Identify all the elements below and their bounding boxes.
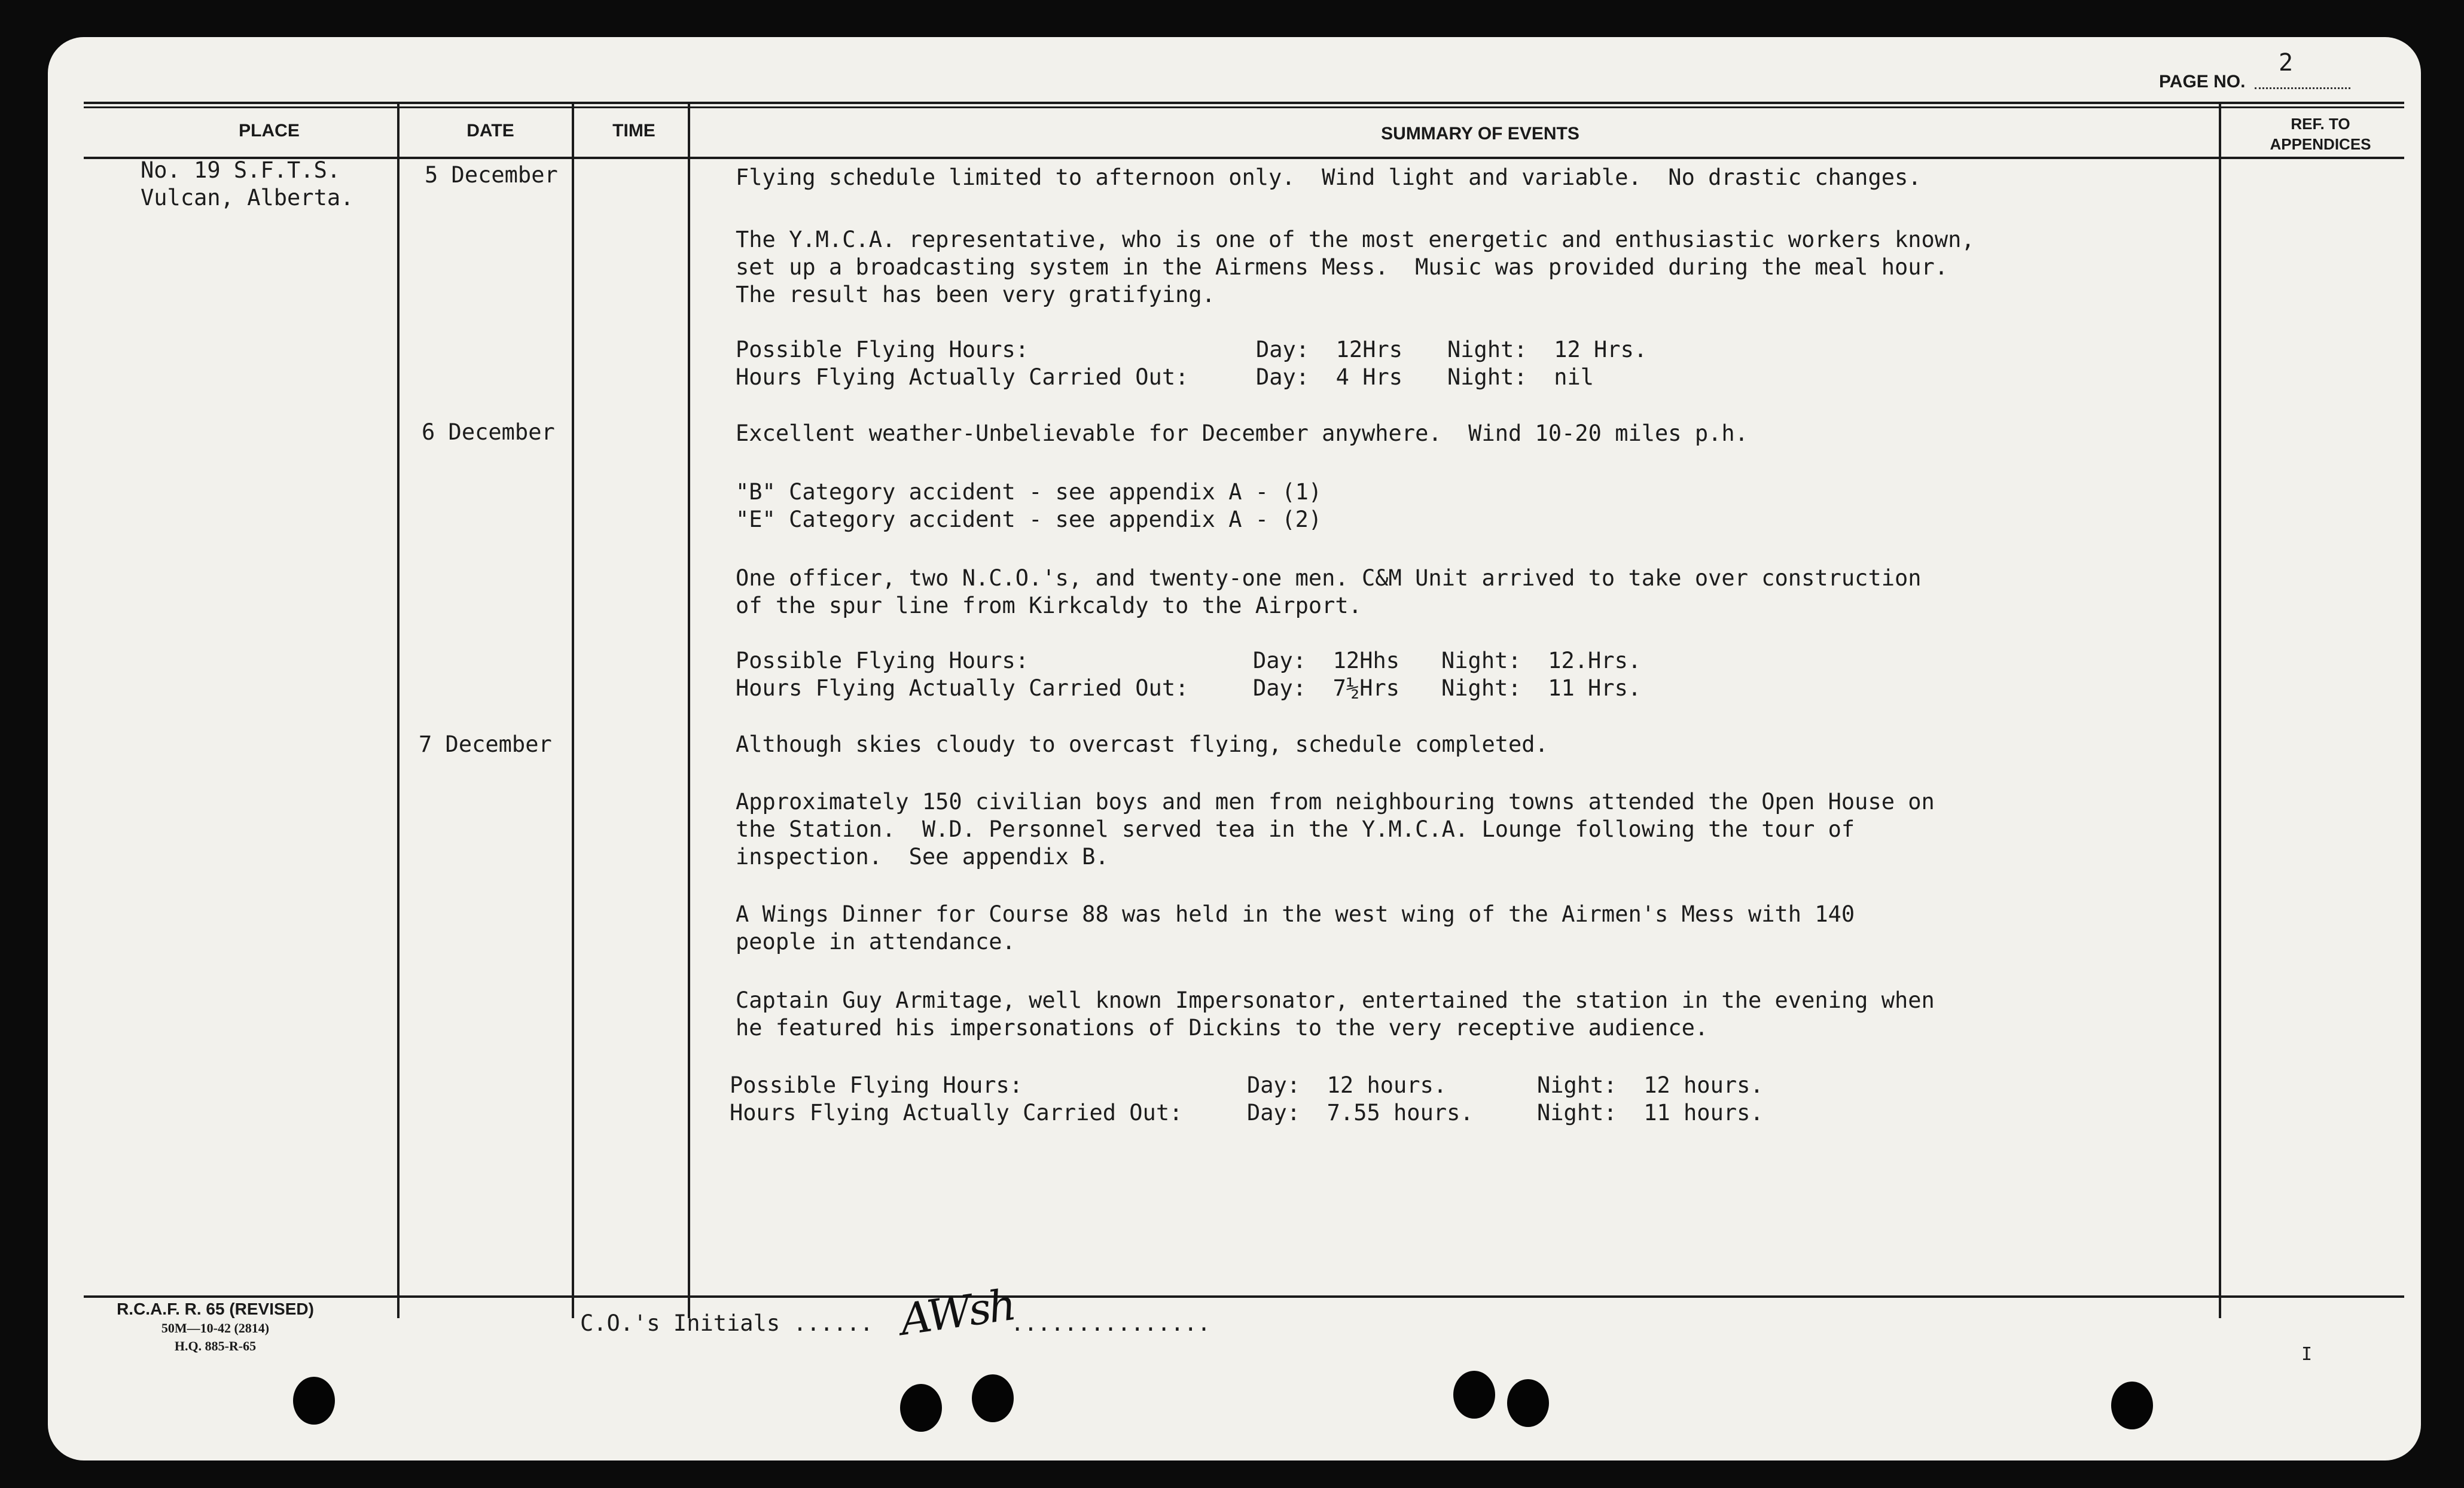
possible-hours-night: Night: 12.Hrs.	[1441, 648, 1642, 673]
page-number-dots	[2255, 87, 2350, 89]
possible-hours-day: Day: 12 hours.	[1247, 1072, 1447, 1098]
actual-hours-day: Day: 7.55 hours.	[1247, 1100, 1474, 1126]
possible-hours-label: Possible Flying Hours:	[730, 1072, 1023, 1098]
punch-hole	[900, 1384, 942, 1432]
summary-line: inspection. See appendix B.	[736, 844, 1109, 870]
summary-line: One officer, two N.C.O.'s, and twenty-one men. C&M Unit arrived to take over construction	[736, 565, 1922, 591]
summary-line: The Y.M.C.A. representative, who is one of the most energetic and enthusiastic workers known,	[736, 227, 1975, 252]
header-time: TIME	[612, 121, 655, 141]
divider-summary-ref	[2219, 103, 2221, 1318]
summary-line: the Station. W.D. Personnel served tea in the Y.M.C.A. Lounge following the tour of	[736, 816, 1855, 842]
possible-hours-night: Night: 12 Hrs.	[1447, 337, 1648, 362]
summary-line: Excellent weather-Unbelievable for December anywhere. Wind 10-20 miles p.h.	[736, 420, 1748, 446]
summary-line: "E" Category accident - see appendix A - (2)	[736, 507, 1322, 532]
punch-hole	[972, 1374, 1014, 1422]
punch-hole	[2111, 1382, 2153, 1429]
entry-date: 6 December	[422, 419, 555, 445]
possible-hours-label: Possible Flying Hours:	[736, 337, 1029, 362]
actual-hours-night: Night: 11 Hrs.	[1441, 675, 1642, 701]
form-hq-ref: H.Q. 885-R-65	[174, 1338, 257, 1353]
page-number-label: PAGE NO.	[2159, 72, 2246, 92]
entry-date: 5 December	[425, 162, 558, 188]
punch-hole	[1507, 1379, 1549, 1427]
divider-date-time	[572, 103, 574, 1318]
top-rule	[84, 102, 2404, 104]
actual-hours-label: Hours Flying Actually Carried Out:	[730, 1100, 1183, 1126]
corner-mark: I	[2301, 1344, 2313, 1365]
summary-line: Although skies cloudy to overcast flying, schedule completed.	[736, 731, 1548, 757]
summary-line: set up a broadcasting system in the Airmens Mess. Music was provided during the meal hour.	[736, 254, 1948, 280]
form-print-run: 50M—10-42 (2814)	[161, 1321, 270, 1335]
divider-place-date	[397, 103, 400, 1318]
co-initials-dots: ...............	[1011, 1310, 1211, 1336]
punch-hole	[1453, 1371, 1495, 1419]
header-rule	[84, 157, 2404, 159]
form-number: R.C.A.F. R. 65 (REVISED)	[117, 1300, 314, 1318]
header-summary: SUMMARY OF EVENTS	[1381, 124, 1579, 144]
punch-hole	[293, 1377, 335, 1425]
summary-line: "B" Category accident - see appendix A - (1)	[736, 479, 1322, 505]
summary-line: he featured his impersonations of Dickins to the very receptive audience.	[736, 1015, 1709, 1041]
place-line1: No. 19 S.F.T.S.	[141, 157, 341, 183]
header-ref-line2: APPENDICES	[2270, 135, 2371, 153]
actual-hours-night: Night: 11 hours.	[1537, 1100, 1764, 1126]
header-ref-line1: REF. TO	[2291, 115, 2350, 133]
possible-hours-label: Possible Flying Hours:	[736, 648, 1029, 673]
top-rule-2	[84, 106, 2404, 108]
co-initials-label: C.O.'s Initials ......	[580, 1310, 874, 1336]
actual-hours-label: Hours Flying Actually Carried Out:	[736, 364, 1189, 390]
possible-hours-day: Day: 12Hhs	[1253, 648, 1400, 673]
bottom-rule	[84, 1295, 2404, 1298]
header-date: DATE	[466, 121, 514, 141]
actual-hours-night: Night: nil	[1447, 364, 1594, 390]
place-line2: Vulcan, Alberta.	[141, 185, 354, 211]
possible-hours-night: Night: 12 hours.	[1537, 1072, 1764, 1098]
actual-hours-day: Day: 7½Hrs	[1253, 675, 1400, 701]
summary-line: Approximately 150 civilian boys and men from neighbouring towns attended the Open House on	[736, 789, 1935, 815]
actual-hours-day: Day: 4 Hrs	[1256, 364, 1403, 390]
summary-line: people in attendance.	[736, 929, 1016, 955]
co-initials-signature: AWsh	[897, 1279, 1017, 1345]
summary-line: of the spur line from Kirkcaldy to the Airport.	[736, 593, 1362, 618]
summary-line: Flying schedule limited to afternoon only. Wind light and variable. No drastic changes.	[736, 164, 1922, 190]
summary-line: Captain Guy Armitage, well known Impersonator, entertained the station in the evening when	[736, 987, 1935, 1013]
header-place: PLACE	[239, 121, 300, 141]
possible-hours-day: Day: 12Hrs	[1256, 337, 1403, 362]
page-number: 2	[2279, 49, 2294, 77]
summary-line: A Wings Dinner for Course 88 was held in the west wing of the Airmen's Mess with 140	[736, 901, 1855, 927]
actual-hours-label: Hours Flying Actually Carried Out:	[736, 675, 1189, 701]
summary-line: The result has been very gratifying.	[736, 282, 1215, 307]
divider-time-summary	[688, 103, 690, 1318]
form-sheet	[48, 37, 2421, 1460]
entry-date: 7 December	[419, 731, 552, 757]
